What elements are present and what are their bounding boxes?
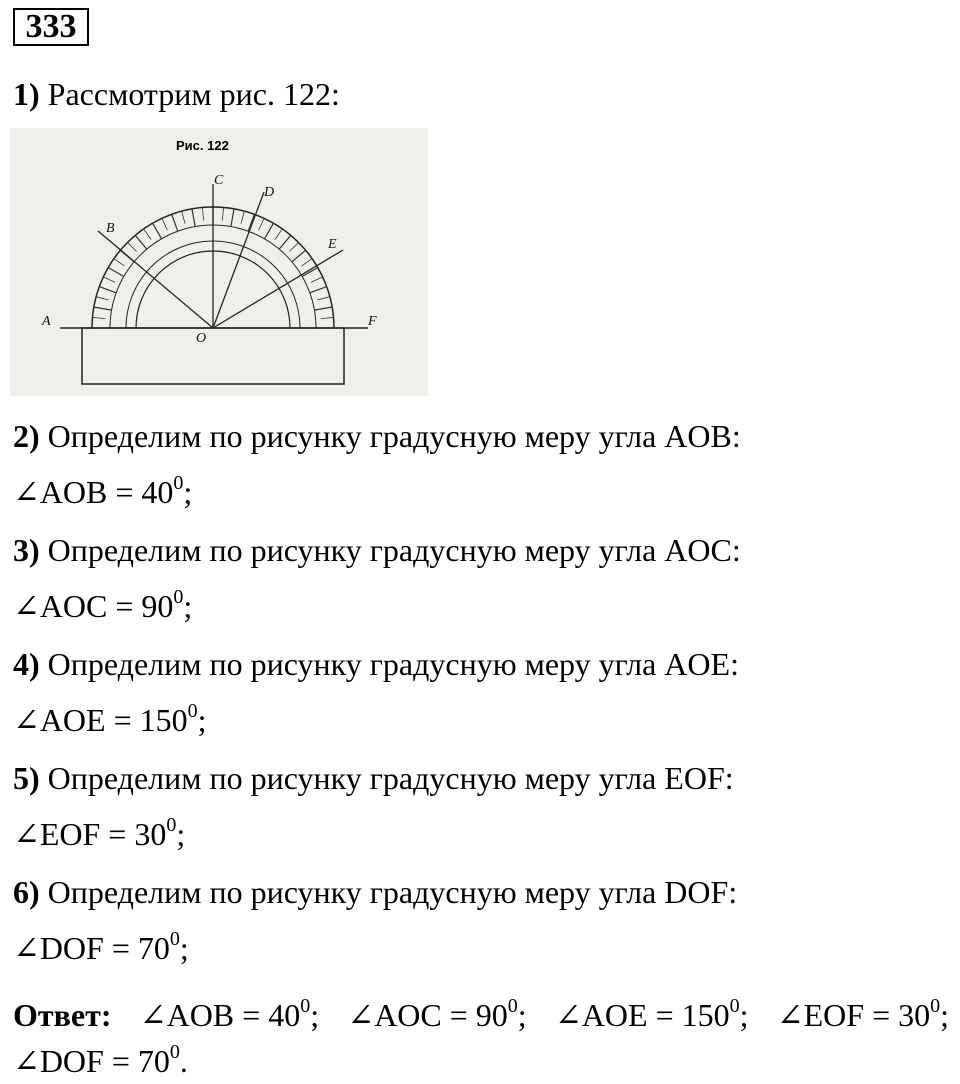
label-d: D xyxy=(264,185,275,200)
angle-name: AOE xyxy=(581,997,648,1033)
protractor-diagram xyxy=(10,128,428,396)
angle-name: DOF xyxy=(39,930,104,966)
angle-value: 150 xyxy=(139,702,188,738)
degree-mark: 0 xyxy=(930,995,941,1018)
scale-tick xyxy=(259,218,264,230)
scale-tick xyxy=(310,287,327,293)
scale-tick xyxy=(265,223,274,239)
scale-tick xyxy=(317,297,330,300)
step-number: 6) xyxy=(13,874,40,910)
scale-tick xyxy=(321,317,334,318)
scale-tick xyxy=(241,211,244,224)
answer-item: ∠AOE = $150^0$; xyxy=(554,995,749,1033)
scale-tick xyxy=(92,317,105,318)
step-6 xyxy=(13,874,737,910)
angle-value: 70 xyxy=(137,930,170,966)
result-4: ∠AOE = $150^0$; xyxy=(13,700,207,738)
step-text: Определим по рисунку градусную меру угла EOF: xyxy=(47,760,734,796)
result-6: ∠DOF = $70^0$; xyxy=(13,928,189,966)
answer-line-2 xyxy=(13,1038,949,1084)
result-3: ∠AOC = $90^0$; xyxy=(13,586,193,624)
angle-name: AOB xyxy=(166,997,235,1033)
degree-mark: 0 xyxy=(166,814,177,837)
scale-tick xyxy=(162,218,167,230)
scale-tick xyxy=(103,277,115,282)
answer-item: ∠AOB = $40^0$; xyxy=(139,995,320,1033)
angle-name: EOF xyxy=(39,816,101,852)
answer-label: Ответ: xyxy=(13,997,112,1033)
scale-tick xyxy=(182,211,185,224)
scale-tick xyxy=(301,259,312,266)
scale-tick xyxy=(172,214,178,231)
result-end: ; xyxy=(197,702,207,738)
result-end: ; xyxy=(183,588,193,624)
scale-tick xyxy=(94,307,112,310)
scale-tick xyxy=(108,268,124,277)
step-number: 5) xyxy=(13,760,40,796)
answer-line-1 xyxy=(13,992,949,1038)
degree-mark: 0 xyxy=(729,995,740,1018)
step-number: 3) xyxy=(13,532,40,568)
answer-item: ∠AOC = $90^0$; xyxy=(347,995,527,1033)
scale-tick xyxy=(289,242,298,251)
degree-mark: 0 xyxy=(173,472,184,495)
step-1 xyxy=(13,76,340,112)
step-text: Определим по рисунку градусную меру угла DOF: xyxy=(47,874,738,910)
step-number: 1) xyxy=(13,76,40,112)
angle-name: AOC xyxy=(374,997,442,1033)
figure-caption: Рис. 122 xyxy=(176,138,229,153)
step-text: Определим по рисунку градусную меру угла AOC: xyxy=(47,532,741,568)
scale-tick xyxy=(127,242,136,251)
answer-item: ∠EOF = $30^0$; xyxy=(776,995,949,1033)
scale-tick xyxy=(135,235,147,249)
step-text: Определим по рисунку градусную меру угла AOE: xyxy=(47,646,739,682)
scale-tick xyxy=(231,209,234,227)
label-o: O xyxy=(196,331,207,346)
result-5: ∠EOF = $30^0$; xyxy=(13,814,186,852)
ray-od xyxy=(213,192,264,328)
label-c: C xyxy=(214,173,224,188)
angle-value: 30 xyxy=(898,997,931,1033)
answer-item: ∠DOF = $70^0$. xyxy=(13,1041,188,1079)
step-3 xyxy=(13,532,741,568)
step-text: Определим по рисунку градусную меру угла AOB: xyxy=(47,418,741,454)
scale-tick xyxy=(144,229,151,240)
ray-ob xyxy=(98,231,213,328)
item-end: ; xyxy=(517,997,527,1033)
scale-tick xyxy=(202,207,203,220)
scale-tick xyxy=(153,223,162,239)
step-5 xyxy=(13,760,734,796)
ray-oe xyxy=(213,250,343,328)
angle-value: 40 xyxy=(141,474,174,510)
scale-tick xyxy=(279,235,291,249)
scale-tick xyxy=(222,207,223,220)
label-a: A xyxy=(42,314,51,329)
scale-tick xyxy=(192,209,195,227)
angle-name: AOE xyxy=(39,702,106,738)
scale-tick xyxy=(96,297,109,300)
scale-tick xyxy=(99,287,116,293)
item-end: ; xyxy=(940,997,949,1033)
item-end: ; xyxy=(310,997,320,1033)
result-end: ; xyxy=(179,930,189,966)
scale-tick xyxy=(292,250,306,262)
degree-mark: 0 xyxy=(300,995,311,1018)
label-b: B xyxy=(106,221,115,236)
problem-number: 333 xyxy=(13,8,89,46)
answer xyxy=(13,992,949,1084)
degree-mark: 0 xyxy=(169,1041,180,1064)
protractor-base xyxy=(82,328,344,384)
step-2 xyxy=(13,418,741,454)
angle-name: AOC xyxy=(39,588,108,624)
step-text: Рассмотрим рис. 122: xyxy=(47,76,340,112)
step-number: 4) xyxy=(13,646,40,682)
item-end: . xyxy=(179,1043,188,1079)
scale-tick xyxy=(275,229,282,240)
degree-mark: 0 xyxy=(169,928,180,951)
angle-value: 30 xyxy=(134,816,167,852)
scale-tick xyxy=(114,259,125,266)
angle-name: EOF xyxy=(803,997,865,1033)
degree-mark: 0 xyxy=(173,586,184,609)
item-end: ; xyxy=(739,997,749,1033)
degree-mark: 0 xyxy=(507,995,518,1018)
angle-value: 90 xyxy=(475,997,508,1033)
result-end: ; xyxy=(183,474,193,510)
angle-value: 70 xyxy=(137,1043,170,1079)
step-4 xyxy=(13,646,739,682)
result-2: ∠AOB = $40^0$; xyxy=(13,472,193,510)
angle-value: 40 xyxy=(268,997,301,1033)
angle-name: AOB xyxy=(39,474,108,510)
degree-mark: 0 xyxy=(187,700,198,723)
angle-value: 150 xyxy=(681,997,730,1033)
angle-name: DOF xyxy=(39,1043,104,1079)
scale-tick xyxy=(314,307,332,310)
scale-tick xyxy=(311,277,323,282)
step-number: 2) xyxy=(13,418,40,454)
result-end: ; xyxy=(176,816,186,852)
scale-tick xyxy=(302,268,318,277)
label-e: E xyxy=(328,237,337,252)
scale-tick xyxy=(248,214,254,231)
angle-value: 90 xyxy=(141,588,174,624)
protractor-figure xyxy=(10,128,428,396)
label-f: F xyxy=(368,314,377,329)
